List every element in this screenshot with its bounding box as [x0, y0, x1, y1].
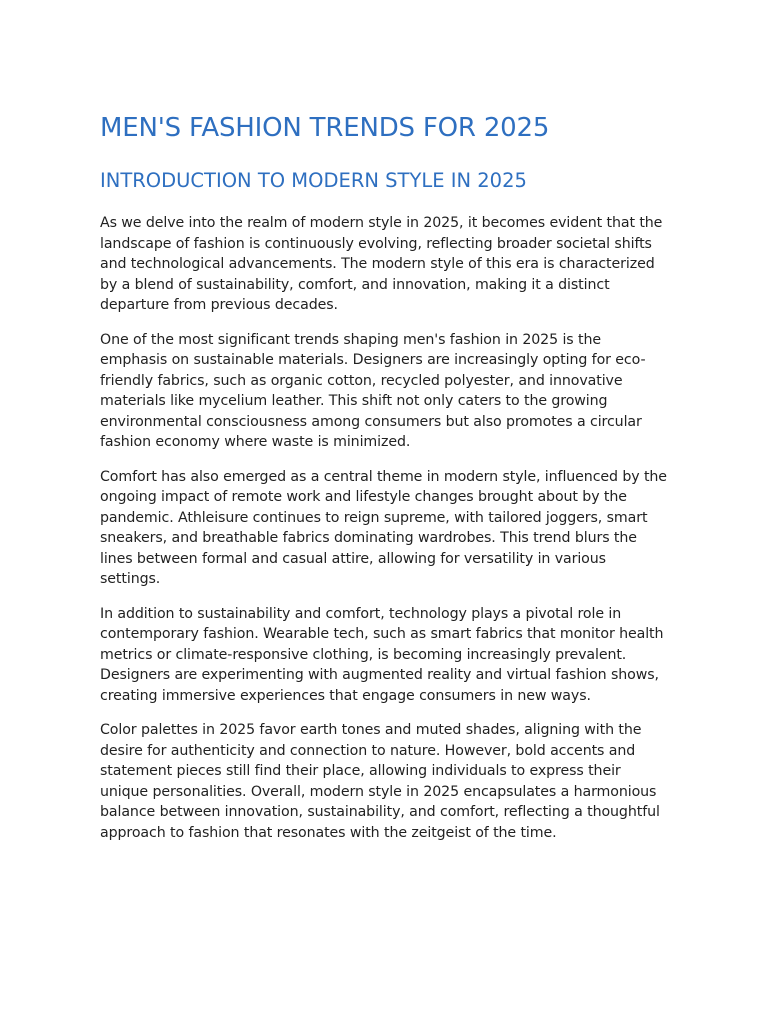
paragraph-intro: As we delve into the realm of modern style in 2025, it becomes evident that the landscape of fashion is continuously evolving, reflecting broader societal shifts and technological advancements. The modern style of this era is characterized by a blend of sustainability, comfort, and innovation, making it a distinct departure from previous decades.: [100, 215, 663, 313]
section-heading: INTRODUCTION TO MODERN STYLE IN 2025: [100, 169, 527, 192]
paragraph-color-palettes: Color palettes in 2025 favor earth tones and muted shades, aligning with the desire for authenticity and connection to nature. However, bold accents and statement pieces still find their place, allowing individuals to express their unique personalities. Overall, modern style in 2025 encapsulates a harmonious balance between innovation, sustainability, and comfort, reflecting a thoughtful approach to fashion that resonates with the zeitgeist of the time.: [100, 722, 660, 841]
paragraph-technology: In addition to sustainability and comfort, technology plays a pivotal role in contemporary fashion. Wearable tech, such as smart fabrics that monitor health metrics or climate-responsive clothing, is becoming increasingly prevalent. Designers are experimenting with augmented reality and virtual fashion shows, creating immersive experiences that engage consumers in new ways.: [100, 605, 664, 704]
document-title: MEN'S FASHION TRENDS FOR 2025: [100, 113, 550, 143]
paragraph-sustainable-materials: One of the most significant trends shaping men's fashion in 2025 is the emphasis on sustainable materials. Designers are increasingly opting for eco-friendly fabrics, such as organic cotton, recycled polyester, and innovative materials like mycelium leather. This shift not only caters to the growing environmental consciousness among consumers but also promotes a circular fashion economy where waste is minimized.: [100, 331, 646, 450]
paragraph-comfort: Comfort has also emerged as a central theme in modern style, influenced by the ongoing impact of remote work and lifestyle changes brought about by the pandemic. Athleisure continues to reign supreme, with tailored joggers, smart sneakers, and breathable fabrics dominating wardrobes. This trend blurs the lines between formal and casual attire, allowing for versatility in various settings.: [100, 468, 667, 587]
document-page: [100, 108, 668, 843]
